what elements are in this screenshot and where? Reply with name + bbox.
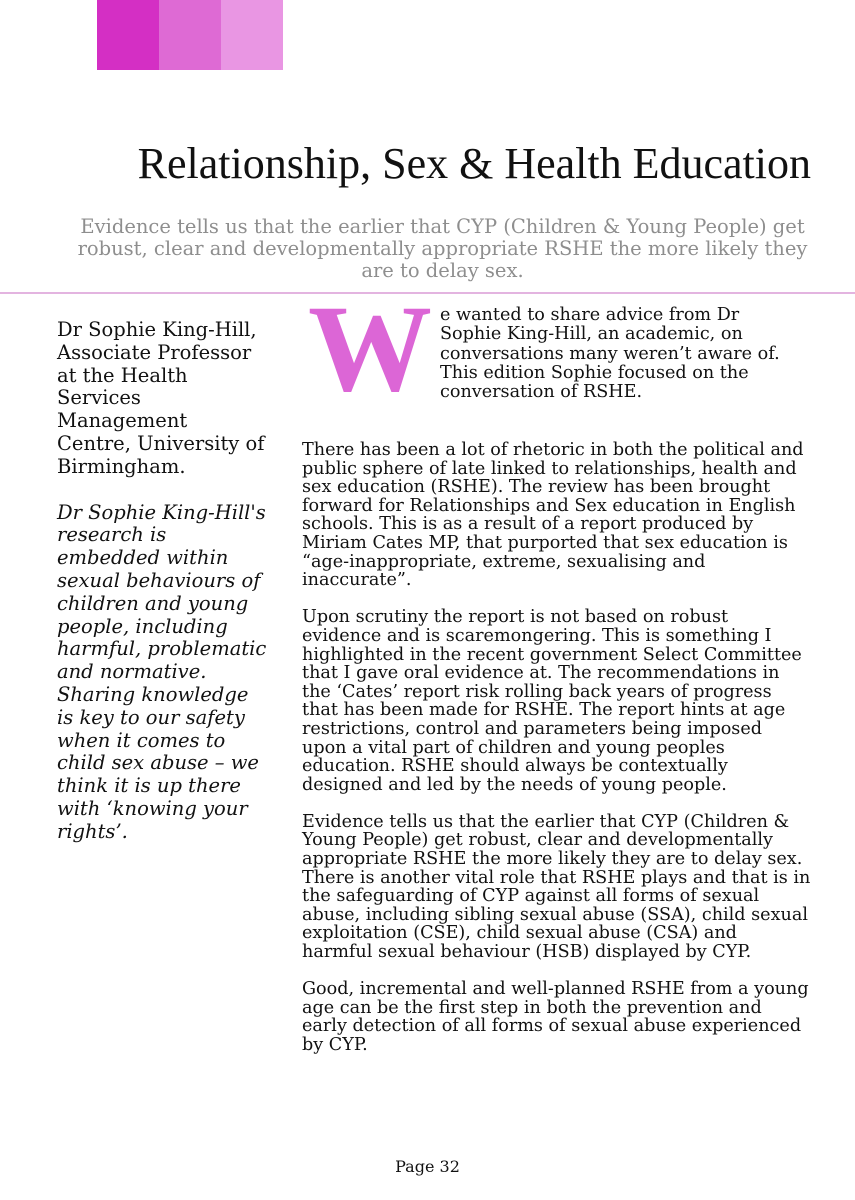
article-paragraph: Upon scrutiny the report is not based on robust evidence and is scaremongering. This is something I highlighted in the recent government Select Committee that I gave oral evidence at. The recommendations in the ‘Cates’ report risk rolling back years of progress that has been made for RSHE. The report hints at age restrictions, control and parameters being imposed upon a vital part of children and young peoples education. RSHE should always be contextually designed and led by the needs of young people. [302, 607, 802, 795]
article-intro: e wanted to share advice from Dr Sophie King-Hill, an academic, on conversations many weren’t aware of. This edition Sophie focused on the conversation of RSHE. [440, 305, 780, 403]
decorative-block-dark [97, 0, 159, 70]
article-paragraph: Good, incremental and well-planned RSHE from a young age can be the first step in both the prevention and early detection of all forms of sexual abuse experienced by CYP. [302, 979, 809, 1055]
decorative-block-mid [159, 0, 221, 70]
article-paragraph: There has been a lot of rhetoric in both the political and public sphere of late linked to relationships, health and sex education (RSHE). The review has been brought forward for Relationships and Sex education in English schools. This is as a result of a report produced by Miriam Cates MP, that purported that sex education is “age-inappropriate, extreme, sexualising and inaccurate”. [302, 440, 804, 591]
drop-cap: W [308, 280, 432, 417]
author-sidebar [57, 319, 267, 844]
author-bio-title: Dr Sophie King-Hill, Associate Professor at the Health Services Management Centre, University of Birmingham. [57, 318, 265, 478]
decorative-block-light [221, 0, 283, 70]
article-paragraph: Evidence tells us that the earlier that CYP (Children & Young People) get robust, clear and developmentally appropriate RSHE the more likely they are to delay sex. There is another vital role that RSHE plays and that is in the safeguarding of CYP against all forms of sexual abuse, including sibling sexual abuse (SSA), child sexual exploitation (CSE), child sexual abuse (CSA) and harmful sexual behaviour (HSB) displayed by CYP. [302, 811, 811, 963]
page-number: Page 32 [395, 1157, 460, 1176]
author-bio-text: Dr Sophie King-Hill's research is embedded within sexual behaviours of children and young people, including harmful, problematic and normative. Sharing knowledge is key to our safety when it comes to child sex abuse – we think it is up there with ‘knowing your rights’. [57, 500, 267, 843]
page-title: Relationship, Sex & Health Education [137, 139, 811, 188]
article-body [302, 441, 812, 1073]
page-subtitle: Evidence tells us that the earlier that CYP (Children & Young People) get robust, clear and developmentally appropriate RSHE the more likely they are to delay sex. [77, 215, 808, 282]
